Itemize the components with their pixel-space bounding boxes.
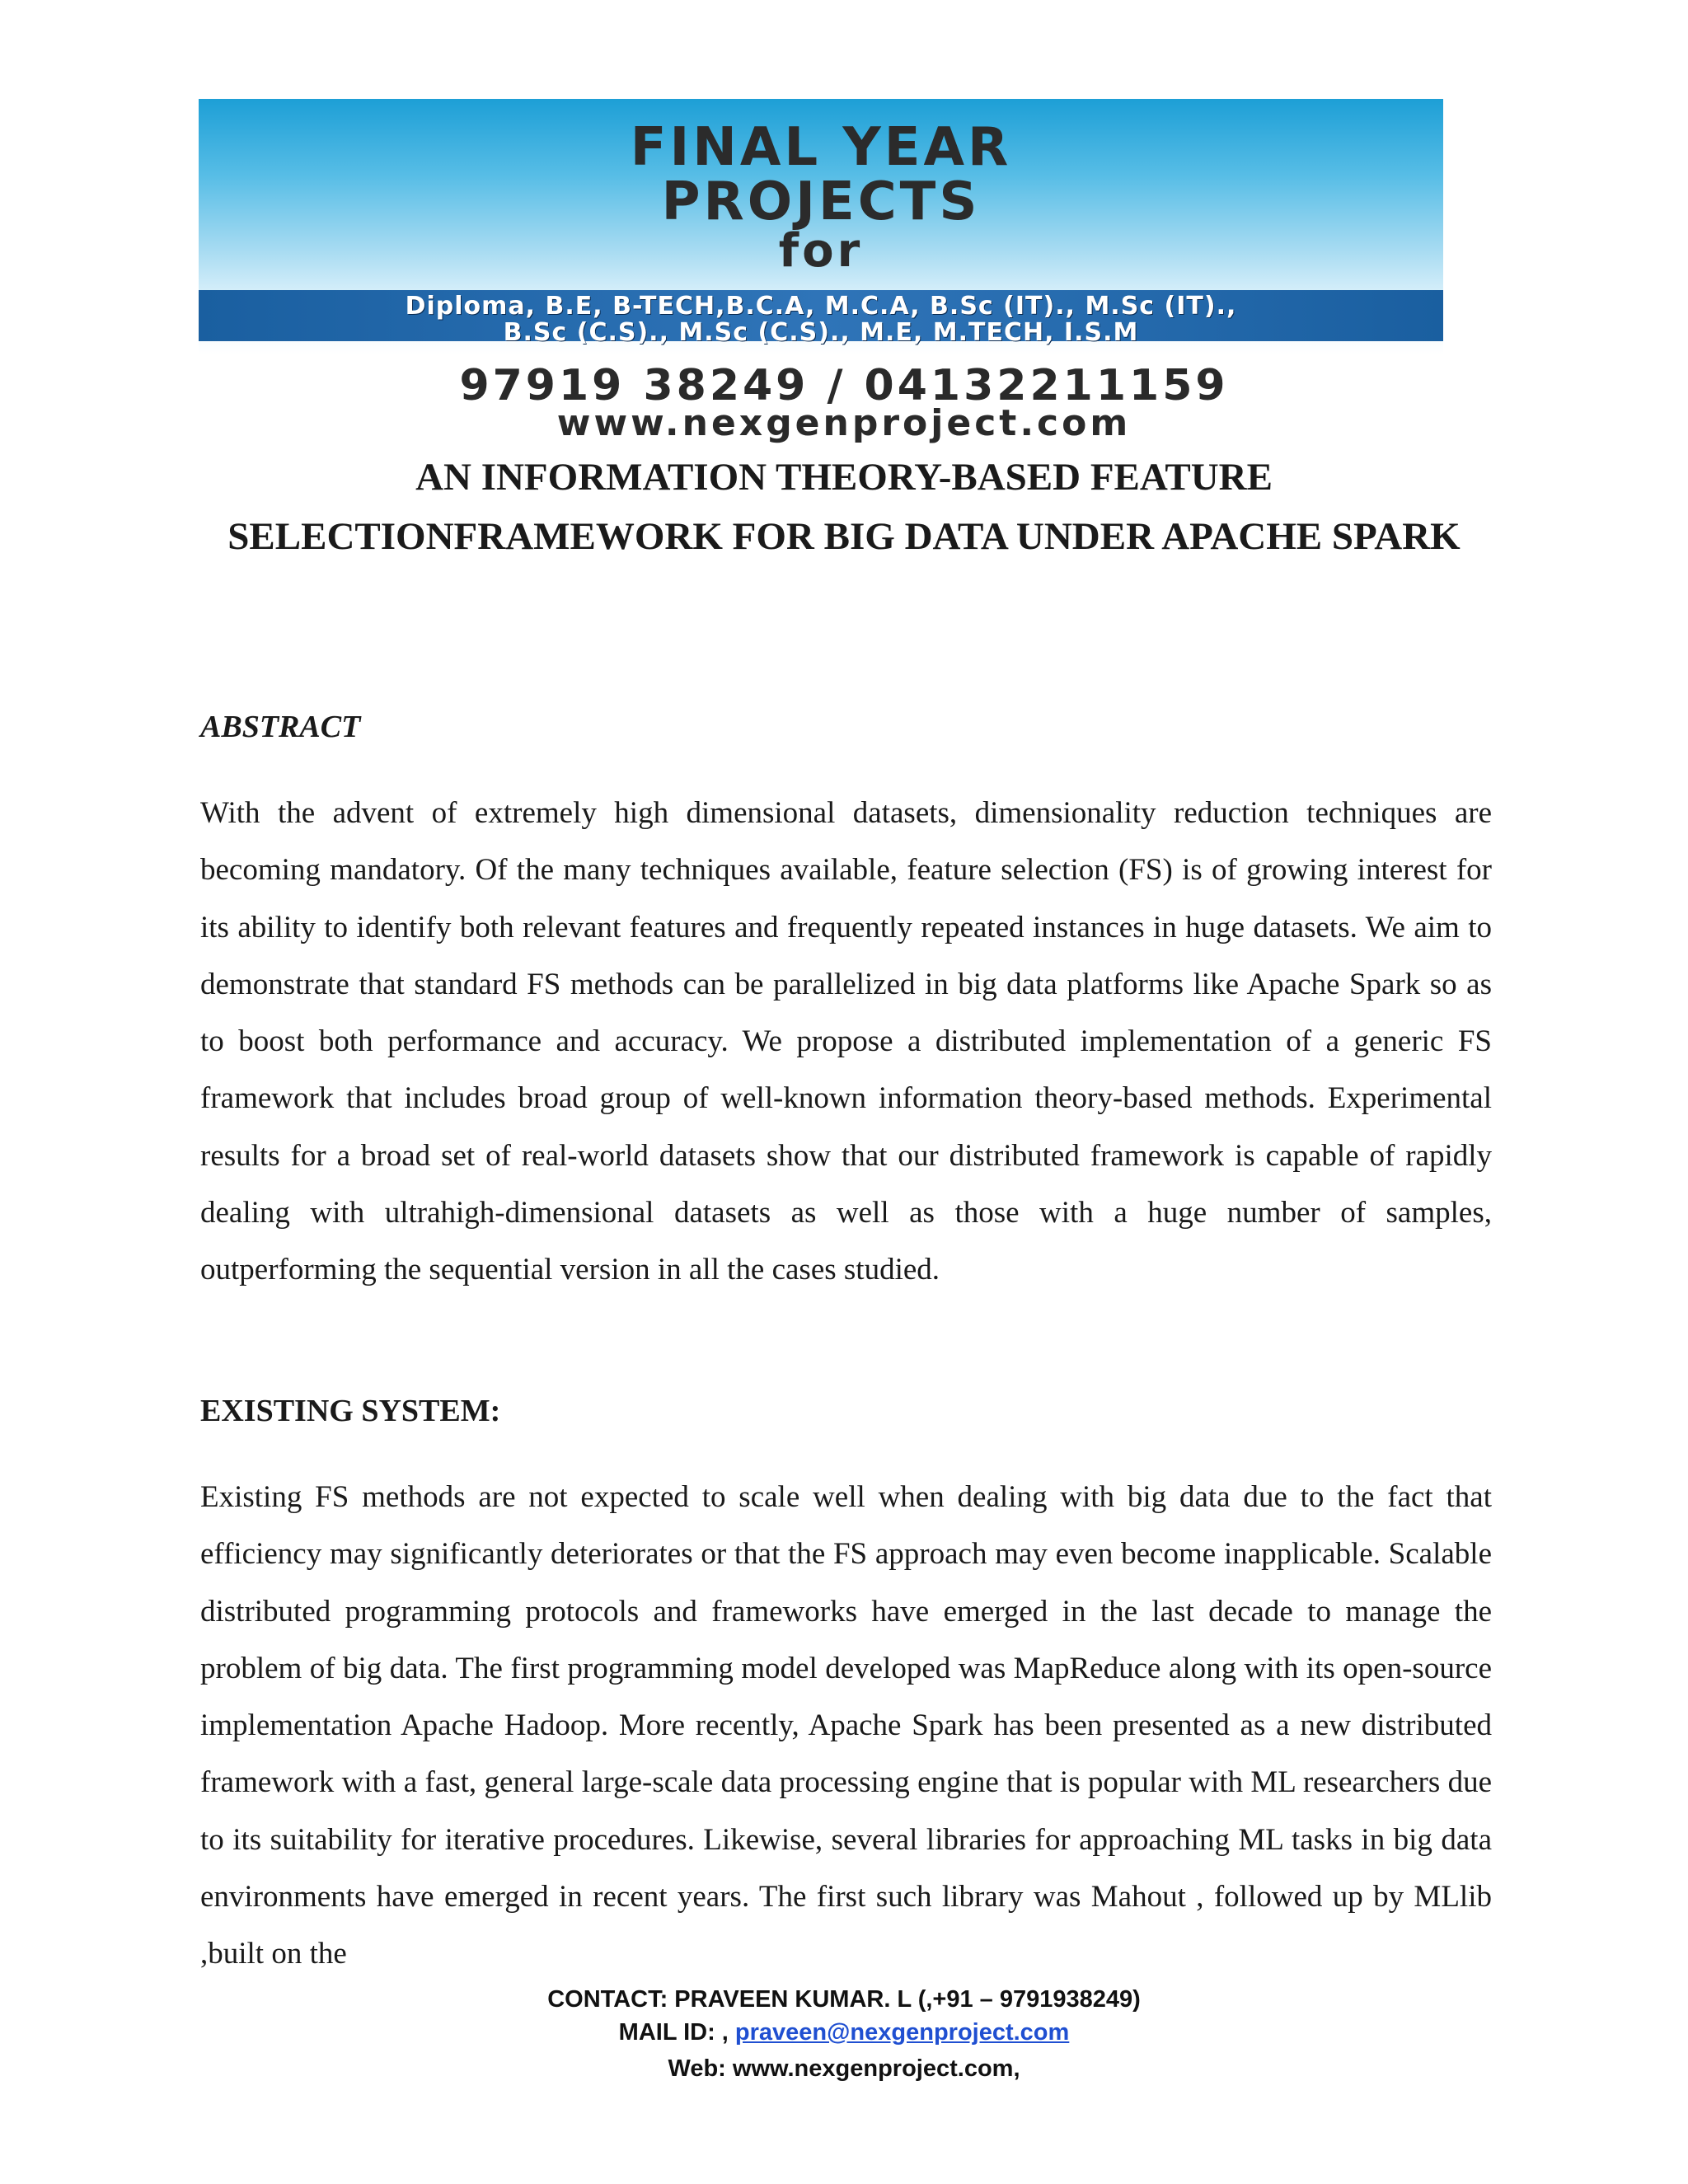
footer-mail-link[interactable]: praveen@nexgenproject.com	[734, 2019, 1070, 2046]
banner-line-1: FINAL YEAR	[630, 117, 1012, 178]
document-title	[165, 448, 1523, 566]
banner-website: www.nexgenproject.com	[556, 402, 1132, 444]
footer-web: Web: www.nexgenproject.com,	[668, 2055, 1020, 2082]
banner-line-3: for	[778, 224, 864, 278]
degrees-line-2: B.Sc (C.S)., M.Sc (C.S)., M.E, M.TECH, I.S.M	[503, 318, 1139, 347]
title-line-1: AN INFORMATION THEORY-BASED FEATURE	[415, 456, 1273, 499]
existing-system-heading: EXISTING SYSTEM:	[200, 1394, 501, 1428]
title-line-2: SELECTIONFRAMEWORK FOR BIG DATA UNDER APACHE SPARK	[227, 515, 1461, 558]
footer-contact: CONTACT: PRAVEEN KUMAR. L (,+91 – 9791938249)	[547, 1986, 1141, 2013]
banner-phone: 97919 38249 / 04132211159	[459, 361, 1229, 410]
footer-mail-label: MAIL ID: ,	[618, 2019, 735, 2046]
degrees-line-1: Diploma, B.E, B-TECH,B.C.A, M.C.A, B.Sc (IT)., M.Sc (IT).,	[405, 292, 1237, 321]
banner-line-2: PROJECTS	[661, 171, 981, 232]
abstract-heading: ABSTRACT	[200, 710, 361, 744]
footer-mail	[0, 2019, 1688, 2046]
abstract-paragraph: With the advent of extremely high dimensional datasets, dimensionality reduction techniques are becoming mandatory. Of the many techniques available, feature selection (FS) is of growing interest for its ability to identify both relevant features and frequently repeated instances in huge datasets. We aim to demonstrate that standard FS methods can be parallelized in big data platforms like Apache Spark so as to boost both performance and accuracy. We propose a distributed implementation of a generic FS framework that includes broad group of well-known information theory-based methods. Experimental results for a broad set of real-world datasets show that our distributed framework is capable of rapidly dealing with ultrahigh-dimensional datasets as well as those with a huge number of samples, outperforming the sequential version in all the cases studied.	[200, 796, 1492, 1287]
existing-system-paragraph: Existing FS methods are not expected to scale well when dealing with big data due to the fact that efficiency may significantly deteriorates or that the FS approach may even become inapplicable. Scalable distributed programming protocols and frameworks have emerged in the last decade to manage the problem of big data. The first programming model developed was MapReduce along with its open-source implementation Apache Hadoop. More recently, Apache Spark has been presented as a new distributed framework with a fast, general large-scale data processing engine that is popular with ML researchers due to its suitability for iterative procedures. Likewise, several libraries for approaching ML tasks in big data environments have emerged in recent years. The first such library was Mahout , followed up by MLlib ,built on the	[200, 1480, 1492, 1971]
